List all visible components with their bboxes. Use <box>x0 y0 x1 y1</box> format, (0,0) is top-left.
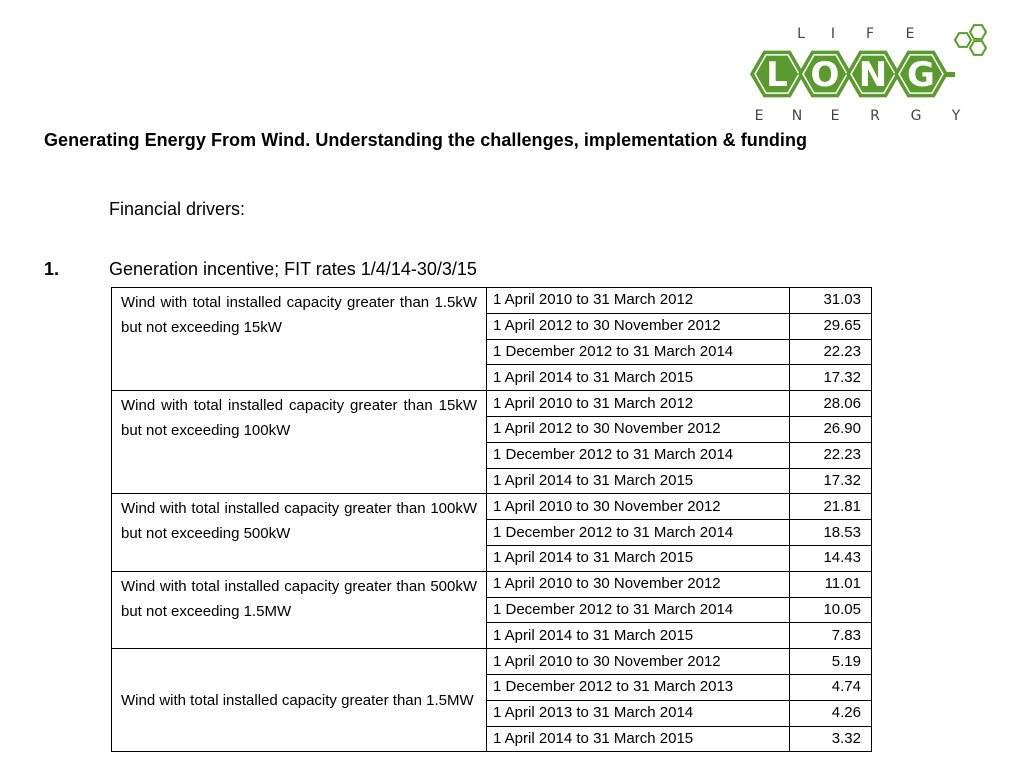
rate-cell: 21.81 <box>790 494 872 520</box>
logo-bottom-letter: E <box>830 108 840 124</box>
logo-top-letter: F <box>865 26 875 42</box>
rate-cell: 4.26 <box>790 700 872 726</box>
period-cell: 1 April 2013 to 31 March 2014 <box>487 700 790 726</box>
rate-cell: 18.53 <box>790 520 872 546</box>
rate-cell: 22.23 <box>790 339 872 365</box>
logo-small-hexagon <box>955 33 971 47</box>
period-cell: 1 December 2012 to 31 March 2014 <box>487 597 790 623</box>
rate-cell: 17.32 <box>790 468 872 494</box>
logo-top-letter: L <box>797 26 805 42</box>
period-cell: 1 December 2012 to 31 March 2014 <box>487 339 790 365</box>
logo-letter: L <box>766 55 788 95</box>
capacity-description-cell: Wind with total installed capacity greater than 500kW but not exceeding 1.5MW <box>112 571 487 648</box>
period-cell: 1 April 2012 to 30 November 2012 <box>487 416 790 442</box>
period-cell: 1 December 2012 to 31 March 2014 <box>487 442 790 468</box>
logo-letter: G <box>907 55 935 95</box>
logo-bottom-letter: N <box>791 108 803 124</box>
rate-cell: 10.05 <box>790 597 872 623</box>
logo-bottom-letter: R <box>870 108 880 124</box>
page-title: Generating Energy From Wind. Understanding the challenges, implementation & funding <box>44 130 808 150</box>
period-cell: 1 April 2014 to 31 March 2015 <box>487 365 790 391</box>
rate-cell: 17.32 <box>790 365 872 391</box>
logo-top-letter: E <box>905 26 915 42</box>
period-cell: 1 April 2012 to 30 November 2012 <box>487 313 790 339</box>
period-cell: 1 April 2014 to 31 March 2015 <box>487 623 790 649</box>
capacity-description-cell: Wind with total installed capacity greater than 15kW but not exceeding 100kW <box>112 391 487 494</box>
table-row <box>112 649 872 675</box>
period-cell: 1 April 2010 to 30 November 2012 <box>487 494 790 520</box>
table-row <box>112 494 872 520</box>
fit-rates-table <box>111 287 872 752</box>
section-heading: Financial drivers: <box>109 199 246 219</box>
logo-small-hexagon <box>970 25 986 39</box>
logo-bottom-letter: G <box>910 108 922 124</box>
rate-cell: 3.32 <box>790 726 872 752</box>
logo-letter: O <box>810 55 840 95</box>
period-cell: 1 April 2010 to 31 March 2012 <box>487 288 790 314</box>
logo-graphic <box>745 14 991 124</box>
period-cell: 1 December 2012 to 31 March 2014 <box>487 520 790 546</box>
logo-top-letter: I <box>830 26 836 42</box>
rate-cell: 28.06 <box>790 391 872 417</box>
capacity-description-cell: Wind with total installed capacity greater than 1.5MW <box>112 649 487 752</box>
period-cell: 1 April 2010 to 31 March 2012 <box>487 391 790 417</box>
period-cell: 1 April 2010 to 30 November 2012 <box>487 571 790 597</box>
list-item-text: Generation incentive; FIT rates 1/4/14-30/3/15 <box>109 259 477 279</box>
list-item-number: 1. <box>44 259 60 279</box>
rate-cell: 29.65 <box>790 313 872 339</box>
rate-cell: 11.01 <box>790 571 872 597</box>
logo-letter: N <box>858 55 888 95</box>
period-cell: 1 April 2014 to 31 March 2015 <box>487 545 790 571</box>
rate-cell: 7.83 <box>790 623 872 649</box>
period-cell: 1 December 2012 to 31 March 2013 <box>487 674 790 700</box>
rate-cell: 5.19 <box>790 649 872 675</box>
logo-bottom-letter: Y <box>951 108 961 124</box>
period-cell: 1 April 2014 to 31 March 2015 <box>487 468 790 494</box>
rate-cell: 26.90 <box>790 416 872 442</box>
rate-cell: 31.03 <box>790 288 872 314</box>
logo-small-hexagon <box>970 41 986 55</box>
capacity-description-cell: Wind with total installed capacity greater than 100kW but not exceeding 500kW <box>112 494 487 571</box>
capacity-description-cell: Wind with total installed capacity greater than 1.5kW but not exceeding 15kW <box>112 288 487 391</box>
rate-cell: 22.23 <box>790 442 872 468</box>
period-cell: 1 April 2010 to 30 November 2012 <box>487 649 790 675</box>
table-row <box>112 288 872 314</box>
company-logo <box>745 14 991 124</box>
rate-cell: 4.74 <box>790 674 872 700</box>
table-row <box>112 391 872 417</box>
period-cell: 1 April 2014 to 31 March 2015 <box>487 726 790 752</box>
logo-bottom-letter: E <box>754 108 764 124</box>
rate-cell: 14.43 <box>790 545 872 571</box>
table-row <box>112 571 872 597</box>
